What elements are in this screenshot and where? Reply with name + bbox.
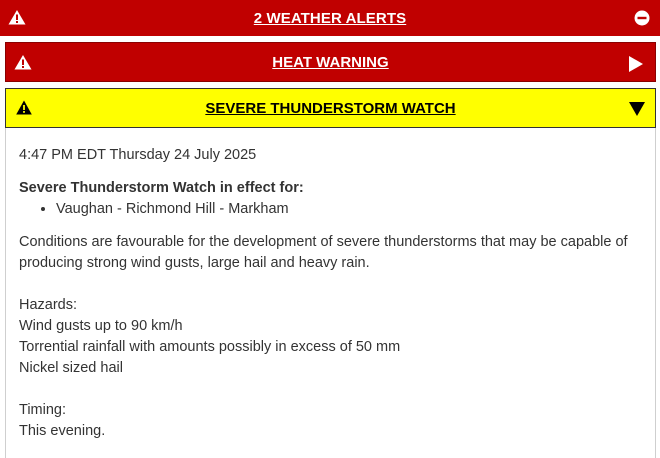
issued-timestamp: 4:47 PM EDT Thursday 24 July 2025 <box>19 147 257 163</box>
region-item: • Vaughan - Richmond Hill - Markham <box>56 199 649 220</box>
severe-thunderstorm-watch-header[interactable] <box>5 88 656 128</box>
hazard-item: Torrential rainfall with amounts possibly in excess of 50 mm <box>19 339 401 355</box>
warning-triangle-icon <box>8 9 26 30</box>
timing-value: This evening. <box>19 423 106 439</box>
region-list <box>19 199 649 220</box>
warning-triangle-icon <box>14 54 32 75</box>
hazard-item: Nickel sized hail <box>19 360 123 376</box>
alert-summary: Conditions are favourable for the development of severe thunderstorms that may be capable of producing strong wind gusts, large hail and heavy rain. <box>19 234 628 271</box>
weather-alerts-title[interactable]: 2 WEATHER ALERTS <box>253 9 407 27</box>
heat-warning-title[interactable]: HEAT WARNING <box>272 53 389 71</box>
weather-alerts-header[interactable] <box>0 0 660 36</box>
hazard-item: Wind gusts up to 90 km/h <box>19 318 183 334</box>
down-arrow-icon[interactable] <box>629 102 645 121</box>
alert-detail-content <box>19 145 649 442</box>
in-effect-label: Severe Thunderstorm Watch in effect for: <box>19 180 304 196</box>
minus-circle-icon[interactable] <box>634 10 650 31</box>
heat-warning-header[interactable] <box>5 42 656 82</box>
warning-triangle-icon <box>16 100 32 120</box>
play-arrow-icon[interactable] <box>629 56 643 77</box>
severe-thunderstorm-watch-title[interactable]: SEVERE THUNDERSTORM WATCH <box>205 99 456 117</box>
hazards-label: Hazards: <box>19 297 78 313</box>
timing-label: Timing: <box>19 402 66 418</box>
